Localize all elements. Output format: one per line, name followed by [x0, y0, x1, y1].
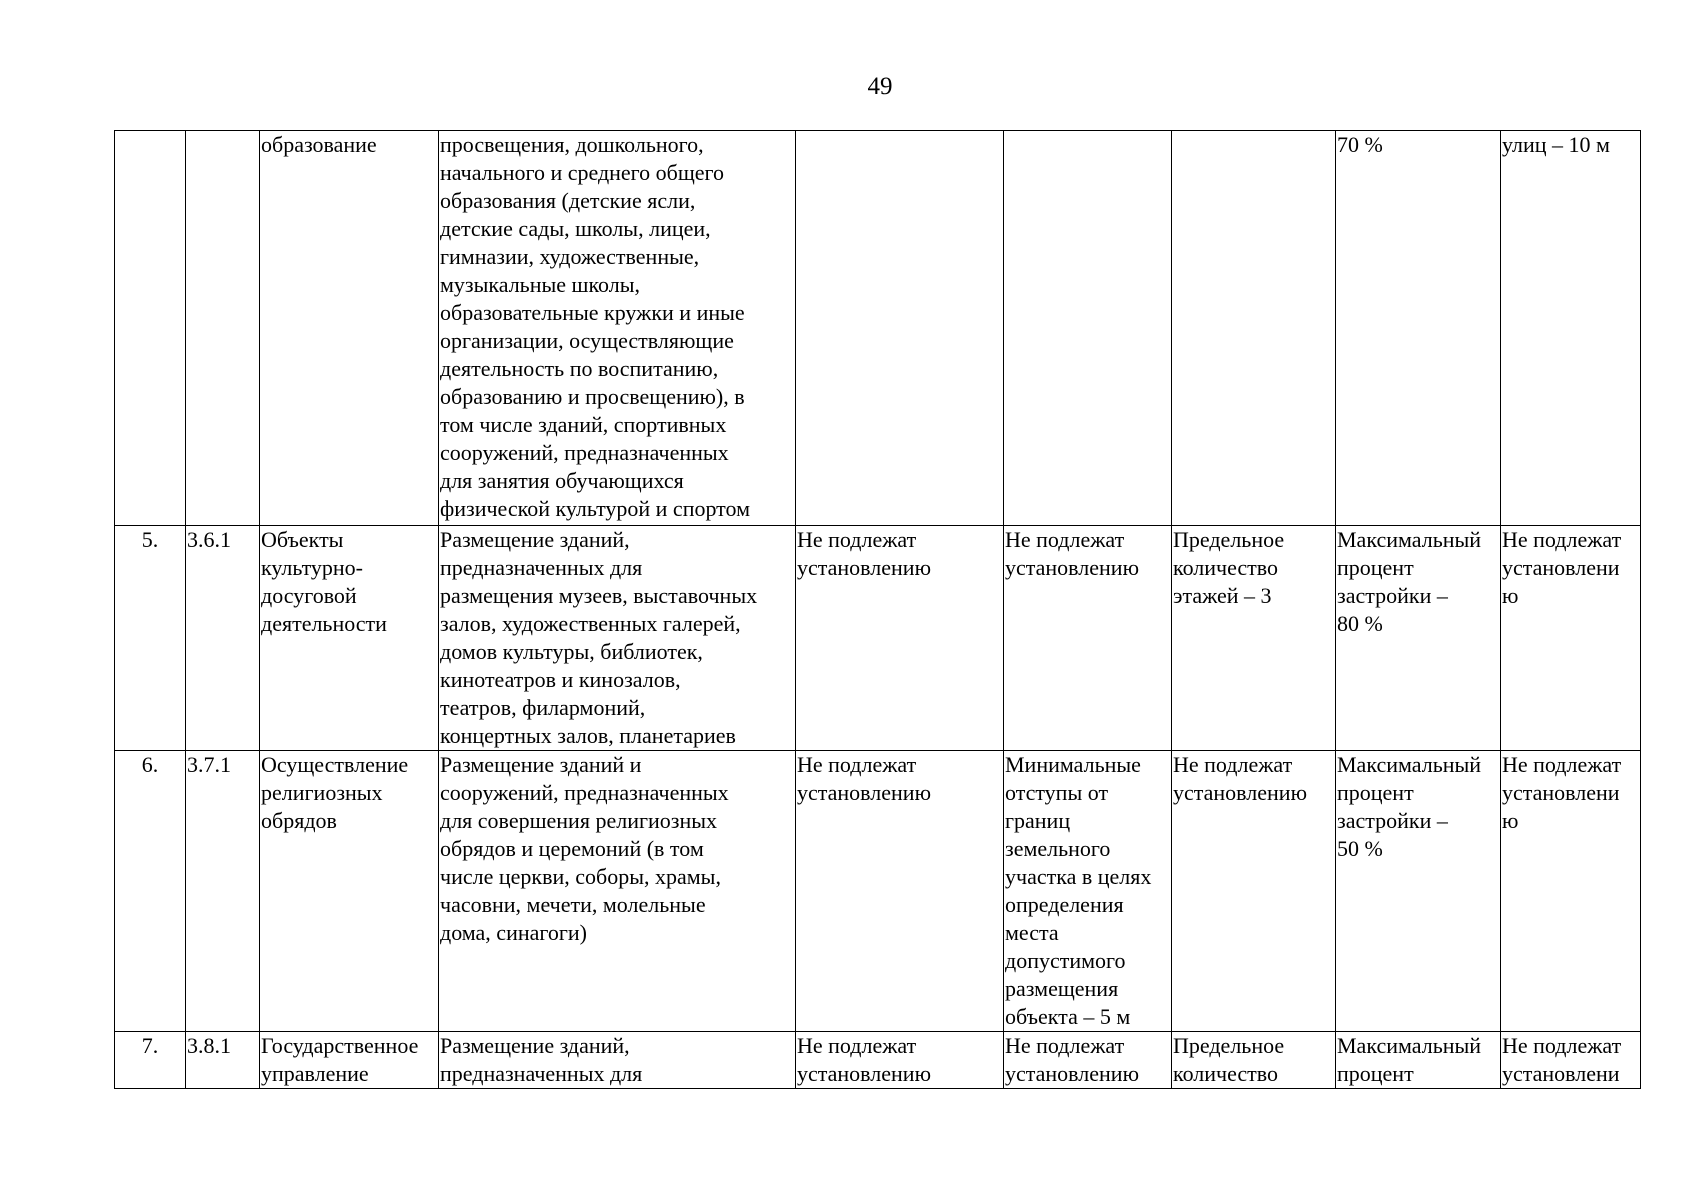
- code-cell: 3.7.1: [186, 751, 260, 1032]
- parameter-cell: улиц – 10 м: [1501, 131, 1641, 526]
- row-number-cell: 7.: [115, 1032, 186, 1089]
- page-number: 49: [867, 73, 893, 100]
- code-cell: [186, 131, 260, 526]
- code-cell: 3.6.1: [186, 526, 260, 751]
- parameter-cell: 70 %: [1336, 131, 1501, 526]
- parameter-cell: Не подлежат установлени ю: [1501, 526, 1641, 751]
- description-cell: просвещения, дошкольного, начального и среднего общего образования (детские ясли, детские сады, школы, лицеи, гимназии, художественные, музыкальные школы, образовательные кружки и иные организации, осуществляющие деятельность по воспитанию, образованию и просвещению), в том числе зданий, спортивных сооружений, предназначенных для занятия обучающихся физической культурой и спортом: [439, 131, 796, 526]
- description-cell: Размещение зданий и сооружений, предназначенных для совершения религиозных обрядов и церемоний (в том числе церкви, соборы, храмы, часовни, мечети, молельные дома, синагоги): [439, 751, 796, 1032]
- table-row: [115, 131, 1641, 526]
- parameter-cell: Предельное количество: [1172, 1032, 1336, 1089]
- parameter-cell: Не подлежат установлени: [1501, 1032, 1641, 1089]
- parameter-cell: Не подлежат установлению: [1172, 751, 1336, 1032]
- description-cell: Размещение зданий, предназначенных для: [439, 1032, 796, 1089]
- parameter-cell: Не подлежат установлению: [1004, 526, 1172, 751]
- parameter-cell: Предельное количество этажей – 3: [1172, 526, 1336, 751]
- parameter-cell: Не подлежат установлению: [796, 751, 1004, 1032]
- use-name-cell: Осуществление религиозных обрядов: [260, 751, 439, 1032]
- use-name-cell: Государственное управление: [260, 1032, 439, 1089]
- table-row: [115, 751, 1641, 1032]
- description-cell: Размещение зданий, предназначенных для размещения музеев, выставочных залов, художественных галерей, домов культуры, библиотек, кинотеатров и кинозалов, театров, филармоний, концертных залов, планетариев: [439, 526, 796, 751]
- parameter-cell: Не подлежат установлению: [1004, 1032, 1172, 1089]
- parameter-cell: Не подлежат установлению: [796, 526, 1004, 751]
- table-row: [115, 526, 1641, 751]
- parameter-cell: [796, 131, 1004, 526]
- use-name-cell: Объекты культурно- досуговой деятельности: [260, 526, 439, 751]
- parameter-cell: Минимальные отступы от границ земельного участка в целях определения места допустимого размещения объекта – 5 м: [1004, 751, 1172, 1032]
- parameter-cell: Не подлежат установлени ю: [1501, 751, 1641, 1032]
- parameter-cell: Максимальный процент застройки – 80 %: [1336, 526, 1501, 751]
- parameter-cell: [1172, 131, 1336, 526]
- code-cell: 3.8.1: [186, 1032, 260, 1089]
- table-row: [115, 1032, 1641, 1089]
- parameter-cell: Максимальный процент: [1336, 1032, 1501, 1089]
- row-number-cell: 6.: [115, 751, 186, 1032]
- row-number-cell: [115, 131, 186, 526]
- row-number-cell: 5.: [115, 526, 186, 751]
- parameter-cell: [1004, 131, 1172, 526]
- parameter-cell: Не подлежат установлению: [796, 1032, 1004, 1089]
- parameter-cell: Максимальный процент застройки – 50 %: [1336, 751, 1501, 1032]
- zoning-regulations-table: [114, 130, 1641, 1089]
- use-name-cell: образование: [260, 131, 439, 526]
